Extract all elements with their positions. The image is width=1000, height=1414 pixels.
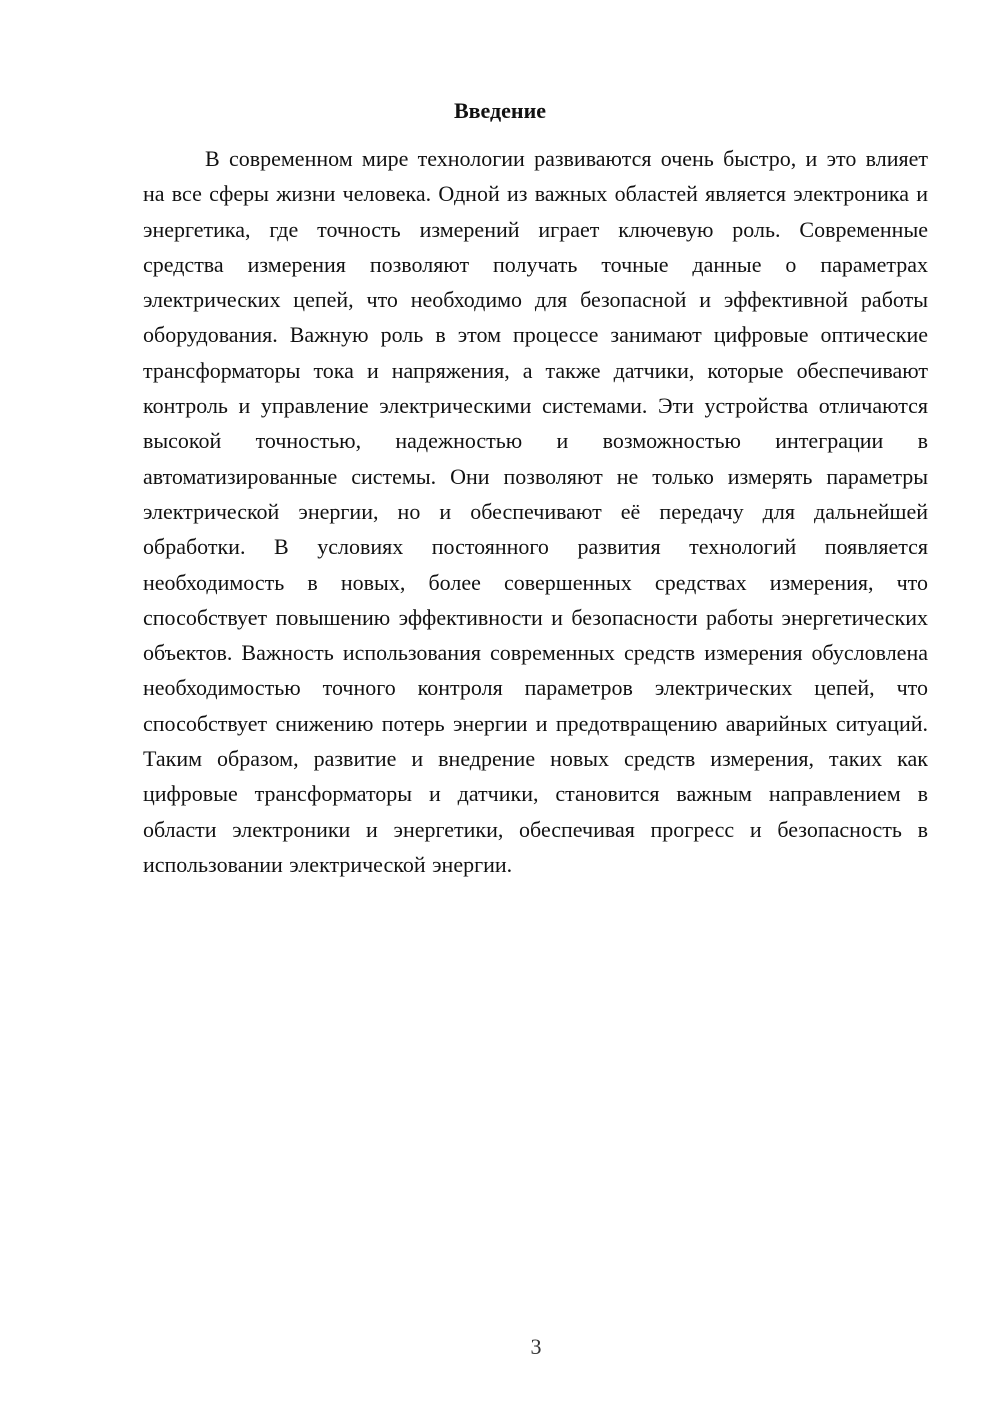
- page-number: 3: [530, 1334, 542, 1359]
- body-paragraph: В современном мире технологии развиваются очень быстро, и это влияет на все сферы жизни человека. Одной из важных областей является электроника и энергетика, где точность измерений играет ключевую роль. Современные средства измерения позволяют получать точные данные о параметрах электрических цепей, что необходимо для безопасной и эффективной работы оборудования. Важную роль в этом процессе занимают цифровые оптические трансформаторы тока и напряжения, а также датчики, которые обеспечивают контроль и управление электрическими системами. Эти устройства отличаются высокой точностью, надежностью и возможностью интеграции в автоматизированные системы. Они позволяют не только измерять параметры электрической энергии, но и обеспечивают её передачу для дальнейшей обработки. В условиях постоянного развития технологий появляется необходимость в новых, более совершенных средствах измерения, что способствует повышению эффективности и безопасности работы энергетических объектов. Важность использования современных средств измерения обусловлена необходимостью точного контроля параметров электрических цепей, что способствует снижению потерь энергии и предотвращению аварийных ситуаций. Таким образом, развитие и внедрение новых средств измерения, таких как цифровые трансформаторы и датчики, становится важным направлением в области электроники и энергетики, обеспечивая прогресс и безопасность в использовании электрической энергии.: [143, 146, 928, 877]
- section-title: Введение: [453, 98, 547, 123]
